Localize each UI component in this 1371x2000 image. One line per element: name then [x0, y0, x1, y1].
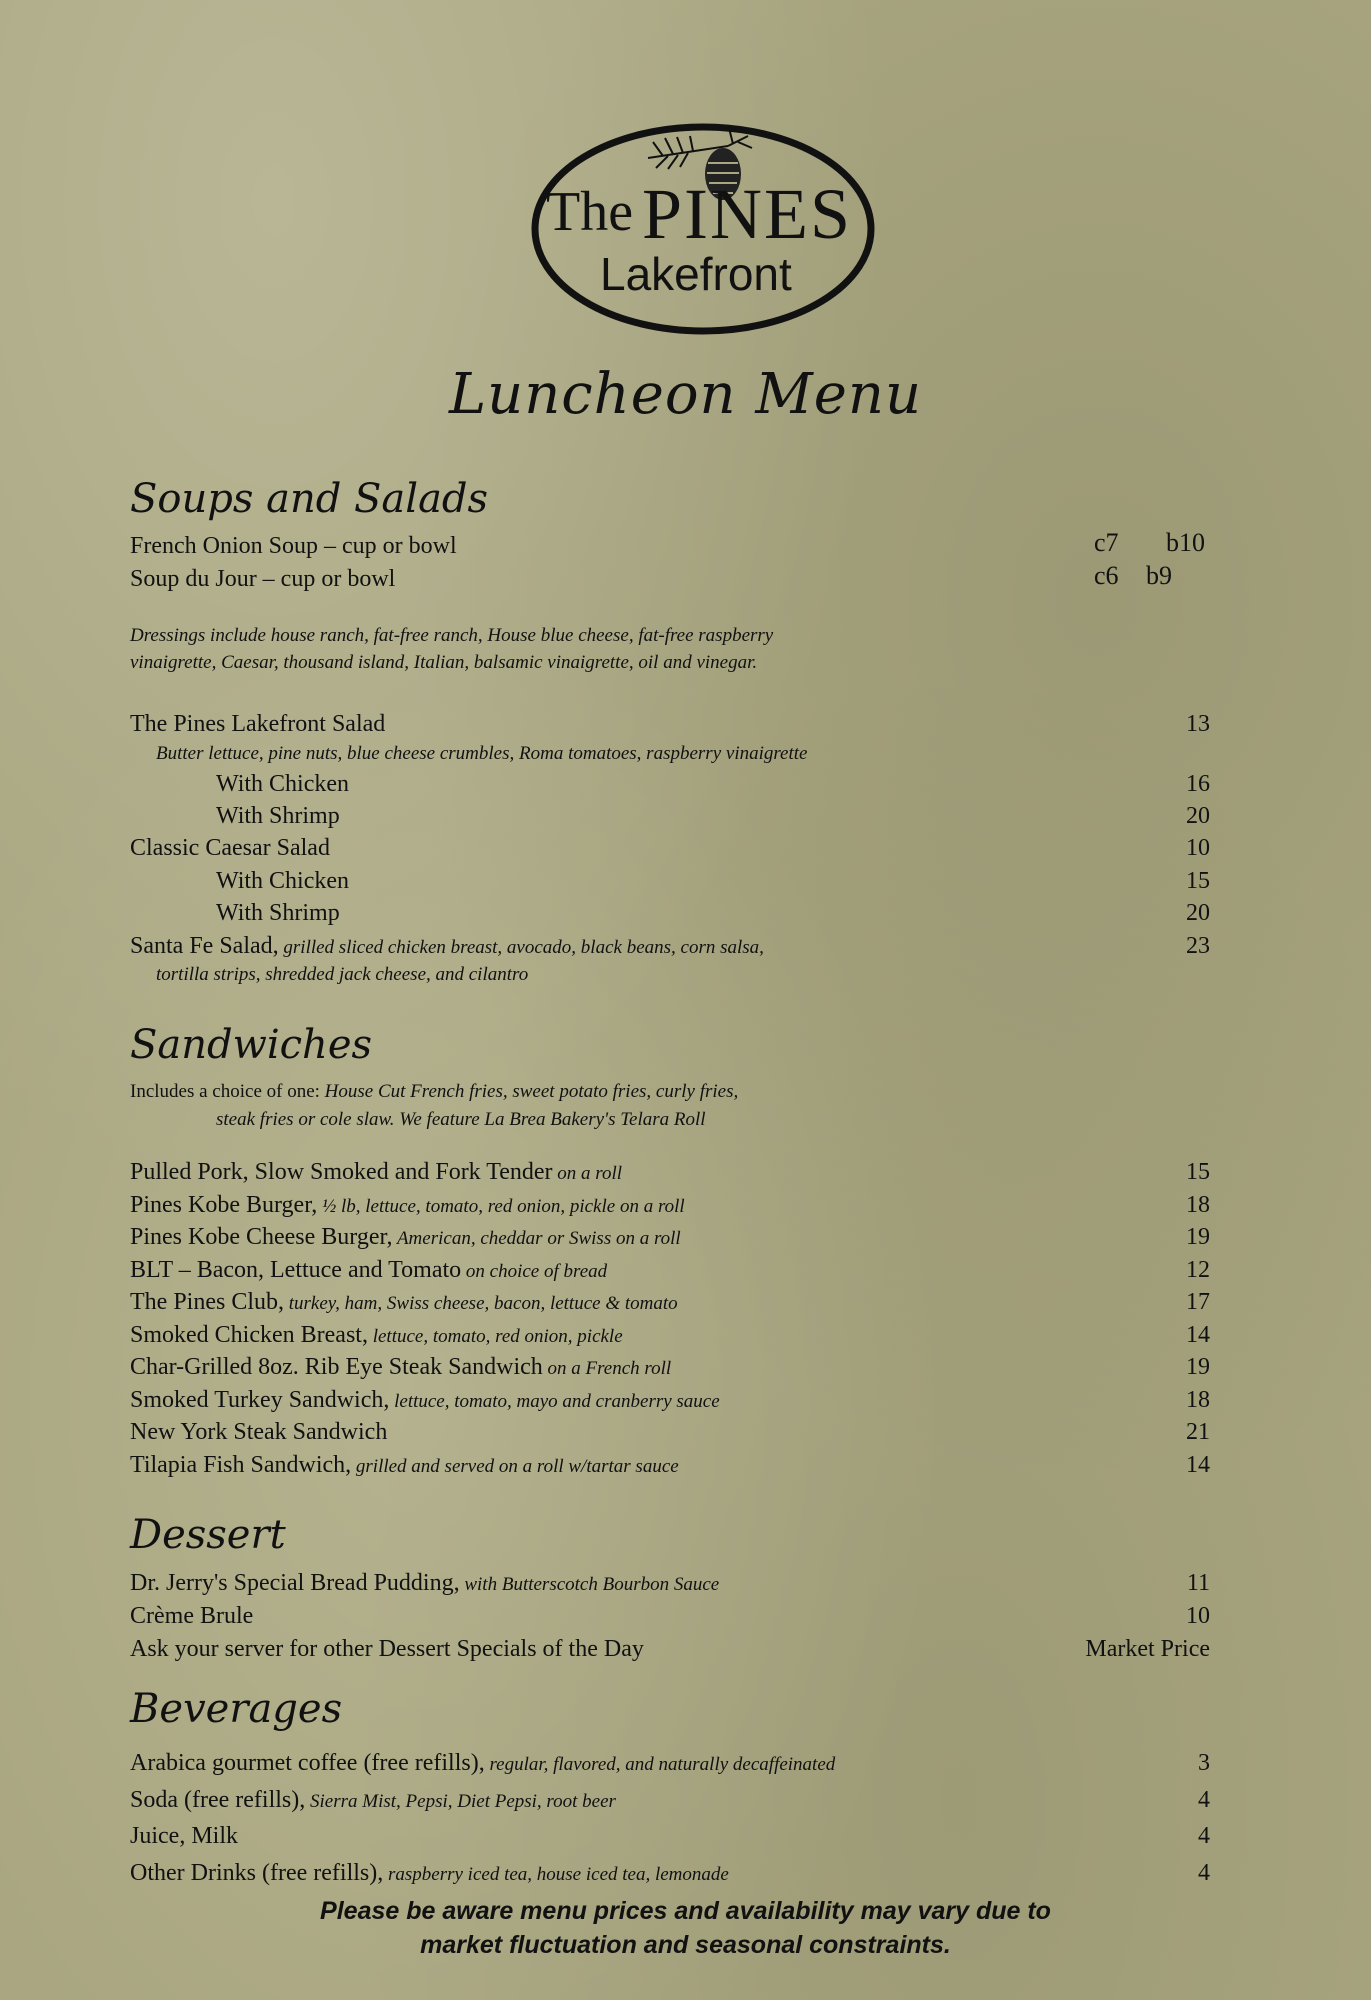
item-price: 14 [1186, 1321, 1210, 1348]
menu-item-santa-fe-salad: Santa Fe Salad, grilled sliced chicken breast, avocado, black beans, corn salsa, 23 [130, 930, 1210, 962]
item-price: 15 [1186, 1159, 1210, 1185]
item-price: 19 [1186, 1224, 1210, 1250]
item-description: lettuce, tomato, red onion, pickle [367, 1325, 623, 1347]
menu-item [130, 1449, 1210, 1481]
item-price: 23 [1186, 933, 1210, 959]
item-name: Char-Grilled 8oz. Rib Eye Steak Sandwich [130, 1354, 543, 1380]
menu-item [130, 1254, 1210, 1286]
item-price: 4 [1198, 1859, 1210, 1886]
item-price: 12 [1186, 1256, 1210, 1283]
menu-item-with-chicken: With Chicken 15 [216, 865, 1210, 897]
item-description: regular, flavored, and naturally decaffeinated [484, 1754, 836, 1775]
item-price: 20 [1186, 900, 1210, 926]
menu-item [130, 1384, 1210, 1416]
item-price: 13 [1186, 711, 1210, 737]
menu-item [130, 1416, 1210, 1448]
item-description: on choice of bread [461, 1260, 608, 1282]
menu-item [130, 1319, 1210, 1351]
santa-fe-description: tortilla strips, shredded jack cheese, and cilantro [156, 964, 529, 985]
section-title-sandwiches: Sandwiches [130, 1022, 373, 1068]
item-description: grilled and served on a roll w/tartar sauce [351, 1455, 679, 1477]
salad-description: Butter lettuce, pine nuts, blue cheese crumbles, Roma tomatoes, raspberry vinaigrette [156, 743, 808, 764]
menu-item-pines-lakefront-salad: The Pines Lakefront Salad 13 [130, 708, 1210, 740]
item-price: 10 [1186, 1603, 1210, 1629]
menu-item-with-shrimp: With Shrimp 20 [216, 800, 1210, 832]
item-description: Sierra Mist, Pepsi, Diet Pepsi, root beer [305, 1790, 616, 1812]
item-description: on a roll [552, 1163, 623, 1184]
item-price: 4 [1198, 1786, 1210, 1813]
price-disclaimer: Please be aware menu prices and availability may vary due to market fluctuation and seasonal constraints. [320, 1897, 1051, 1959]
section-title-dessert: Dessert [130, 1512, 286, 1558]
item-price: 3 [1198, 1750, 1210, 1776]
item-price: 19 [1186, 1354, 1210, 1380]
menu-item-soup-du-jour: Soup du Jour – cup or bowl [130, 566, 396, 592]
item-name: Pines Kobe Cheese Burger, [130, 1224, 393, 1250]
item-price: 18 [1186, 1191, 1210, 1218]
item-name: Ask your server for other Dessert Specials of the Day [130, 1636, 644, 1662]
item-price: 4 [1198, 1823, 1210, 1849]
item-description: on a French roll [542, 1358, 672, 1379]
menu-item [130, 1221, 1210, 1253]
logo-lakefront: Lakefront [600, 248, 792, 300]
item-price: 17 [1186, 1289, 1210, 1315]
item-name: New York Steak Sandwich [130, 1419, 388, 1445]
item-name: Dr. Jerry's Special Bread Pudding, [130, 1570, 460, 1596]
item-name: Pulled Pork, Slow Smoked and Fork Tender [130, 1159, 553, 1185]
item-price: 18 [1186, 1386, 1210, 1413]
section-title-soups-salads: Soups and Salads [130, 476, 489, 522]
item-price: 15 [1186, 868, 1210, 894]
item-price: 14 [1186, 1451, 1210, 1478]
section-title-beverages: Beverages [130, 1686, 343, 1732]
price-bowl: b9 [1146, 561, 1172, 590]
price-bowl: b10 [1166, 528, 1205, 557]
item-description: ½ lb, lettuce, tomato, red onion, pickle on a roll [317, 1195, 685, 1217]
menu-item [130, 1189, 1210, 1221]
menu-item [130, 1820, 1210, 1852]
item-description: with Butterscotch Bourbon Sauce [459, 1574, 720, 1595]
item-name: Crème Brule [130, 1603, 254, 1629]
item-name: Smoked Turkey Sandwich, [130, 1386, 390, 1413]
item-name: BLT – Bacon, Lettuce and Tomato [130, 1256, 462, 1283]
item-name: Pines Kobe Burger, [130, 1191, 318, 1218]
item-price: Market Price [1085, 1636, 1210, 1662]
dressings-note: Dressings include house ranch, fat-free ranch, House blue cheese, fat-free raspberry vinaigrette, Caesar, thousand island, Italian, balsamic vinaigrette, oil and vinegar. [130, 625, 774, 673]
logo-pines: PINES [642, 174, 853, 254]
menu-item [130, 1351, 1210, 1383]
menu-item [130, 1156, 1210, 1188]
menu-item-caesar-salad: Classic Caesar Salad 10 [130, 832, 1210, 864]
item-name: Juice, Milk [130, 1823, 238, 1849]
menu-item [130, 1784, 1210, 1816]
menu-item [130, 1567, 1210, 1599]
menu-item-with-chicken: With Chicken 16 [216, 768, 1210, 800]
item-price: 11 [1186, 1570, 1210, 1596]
menu-item-french-onion-soup: French Onion Soup – cup or bowl [130, 533, 457, 559]
item-price: 10 [1186, 835, 1210, 861]
menu-item-with-shrimp: With Shrimp 20 [216, 897, 1210, 929]
menu-item [130, 1857, 1210, 1889]
item-description: raspberry iced tea, house iced tea, lemonade [383, 1863, 729, 1885]
item-price: 16 [1186, 771, 1210, 797]
sandwiches-note: Includes a choice of one: House Cut French fries, sweet potato fries, curly fries, steak fries or cole slaw. We feature La Brea Bakery's Telara Roll [130, 1081, 739, 1130]
item-name: Other Drinks (free refills), [130, 1859, 384, 1886]
price-cup: c6 [1094, 561, 1119, 590]
item-name: Smoked Chicken Breast, [130, 1321, 368, 1348]
item-price: 20 [1186, 803, 1210, 829]
item-description: lettuce, tomato, mayo and cranberry sauce [389, 1390, 720, 1412]
menu-item [130, 1747, 1210, 1779]
logo-the: The [546, 181, 634, 243]
menu-item [130, 1633, 1210, 1665]
item-name: Tilapia Fish Sandwich, [130, 1451, 352, 1478]
pines-lakefront-logo [528, 118, 878, 340]
item-name: Arabica gourmet coffee (free refills), [130, 1750, 485, 1776]
menu-item [130, 1286, 1210, 1318]
item-name: The Pines Club, [130, 1289, 284, 1315]
item-price: 21 [1186, 1419, 1210, 1445]
menu-title: Luncheon Menu [448, 362, 923, 427]
item-description: turkey, ham, Swiss cheese, bacon, lettuce & tomato [284, 1293, 678, 1314]
item-description: American, cheddar or Swiss on a roll [392, 1228, 681, 1249]
menu-item [130, 1600, 1210, 1632]
price-cup: c7 [1094, 528, 1119, 557]
item-name: Soda (free refills), [130, 1786, 306, 1813]
